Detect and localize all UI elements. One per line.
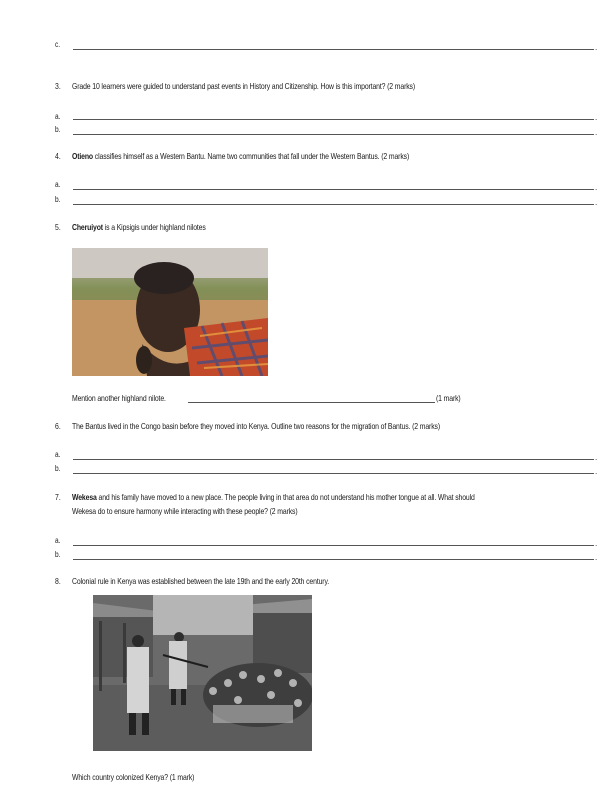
- question-number: 4.: [55, 151, 61, 161]
- answer-label-c: c.: [55, 40, 61, 49]
- answer-line-q3a[interactable]: [73, 119, 594, 120]
- answer-label-a: a.: [55, 112, 61, 121]
- line-end-mark: .: [595, 43, 598, 52]
- line-end-mark: .: [595, 128, 598, 137]
- answer-label-b: b.: [55, 464, 61, 473]
- question-5-text: [72, 222, 206, 233]
- answer-line-q7b[interactable]: [73, 559, 594, 560]
- question-6-text: The Bantus lived in the Congo basin before they moved into Kenya. Outline two reasons for the migration of Bantus. (2 marks): [72, 421, 441, 431]
- question-8-prompt: Which country colonized Kenya? (1 mark): [72, 772, 195, 782]
- answer-label-b: b.: [55, 550, 61, 559]
- answer-label-a: a.: [55, 536, 61, 545]
- portrait-illustration: [72, 248, 268, 376]
- question-7-text-line2: Wekesa do to ensure harmony while interacting with these people? (2 marks): [72, 506, 298, 516]
- question-number: 6.: [55, 421, 61, 431]
- question-number: 5.: [55, 222, 61, 232]
- question-4-body: classifies himself as a Western Bantu. Name two communities that fall under the Western Bantus. (2 marks): [93, 151, 410, 161]
- answer-line-q6a[interactable]: [73, 459, 594, 460]
- question-8-text: Colonial rule in Kenya was established between the late 19th and the early 20th century.: [72, 576, 330, 586]
- question-number: 7.: [55, 492, 61, 502]
- answer-label-a: a.: [55, 180, 61, 189]
- answer-label-b: b.: [55, 125, 61, 134]
- line-end-mark: .: [595, 183, 598, 192]
- line-end-mark: .: [595, 453, 598, 462]
- answer-label-b: b.: [55, 195, 61, 204]
- answer-line-q2c[interactable]: [73, 49, 594, 50]
- question-5-prompt: Mention another highland nilote.: [72, 393, 166, 403]
- answer-line-q5[interactable]: [188, 402, 435, 403]
- question-7-body: and his family have moved to a new place. The people living in that area do not understand his mother tongue at all. What should: [96, 492, 475, 502]
- line-end-mark: .: [595, 113, 598, 122]
- answer-line-q4a[interactable]: [73, 189, 594, 190]
- marks-label: (1 mark): [436, 393, 461, 403]
- line-end-mark: .: [595, 553, 598, 562]
- line-end-mark: .: [595, 467, 598, 476]
- question-number: 3.: [55, 81, 61, 91]
- question-4-text: [72, 151, 409, 162]
- student-name: Otieno: [72, 151, 94, 161]
- answer-line-q6b[interactable]: [73, 473, 594, 474]
- question-3-text: Grade 10 learners were guided to understand past events in History and Citizenship. How is this important? (2 marks): [72, 81, 416, 91]
- student-name: Cheruiyot: [72, 222, 103, 232]
- question-number: 8.: [55, 576, 61, 586]
- answer-line-q4b[interactable]: [73, 204, 594, 205]
- colonial-kenya-photo: [93, 595, 312, 751]
- student-name: Wekesa: [72, 492, 97, 502]
- question-7-text-line1: [72, 492, 475, 503]
- line-end-mark: .: [595, 539, 598, 548]
- line-end-mark: .: [595, 198, 598, 207]
- answer-line-q7a[interactable]: [73, 545, 594, 546]
- answer-label-a: a.: [55, 450, 61, 459]
- answer-line-q3b[interactable]: [73, 134, 594, 135]
- question-5-body: is a Kipsigis under highland nilotes: [102, 222, 206, 232]
- kipsigis-elder-photo: [72, 248, 268, 376]
- historical-photo-illustration: [93, 595, 312, 751]
